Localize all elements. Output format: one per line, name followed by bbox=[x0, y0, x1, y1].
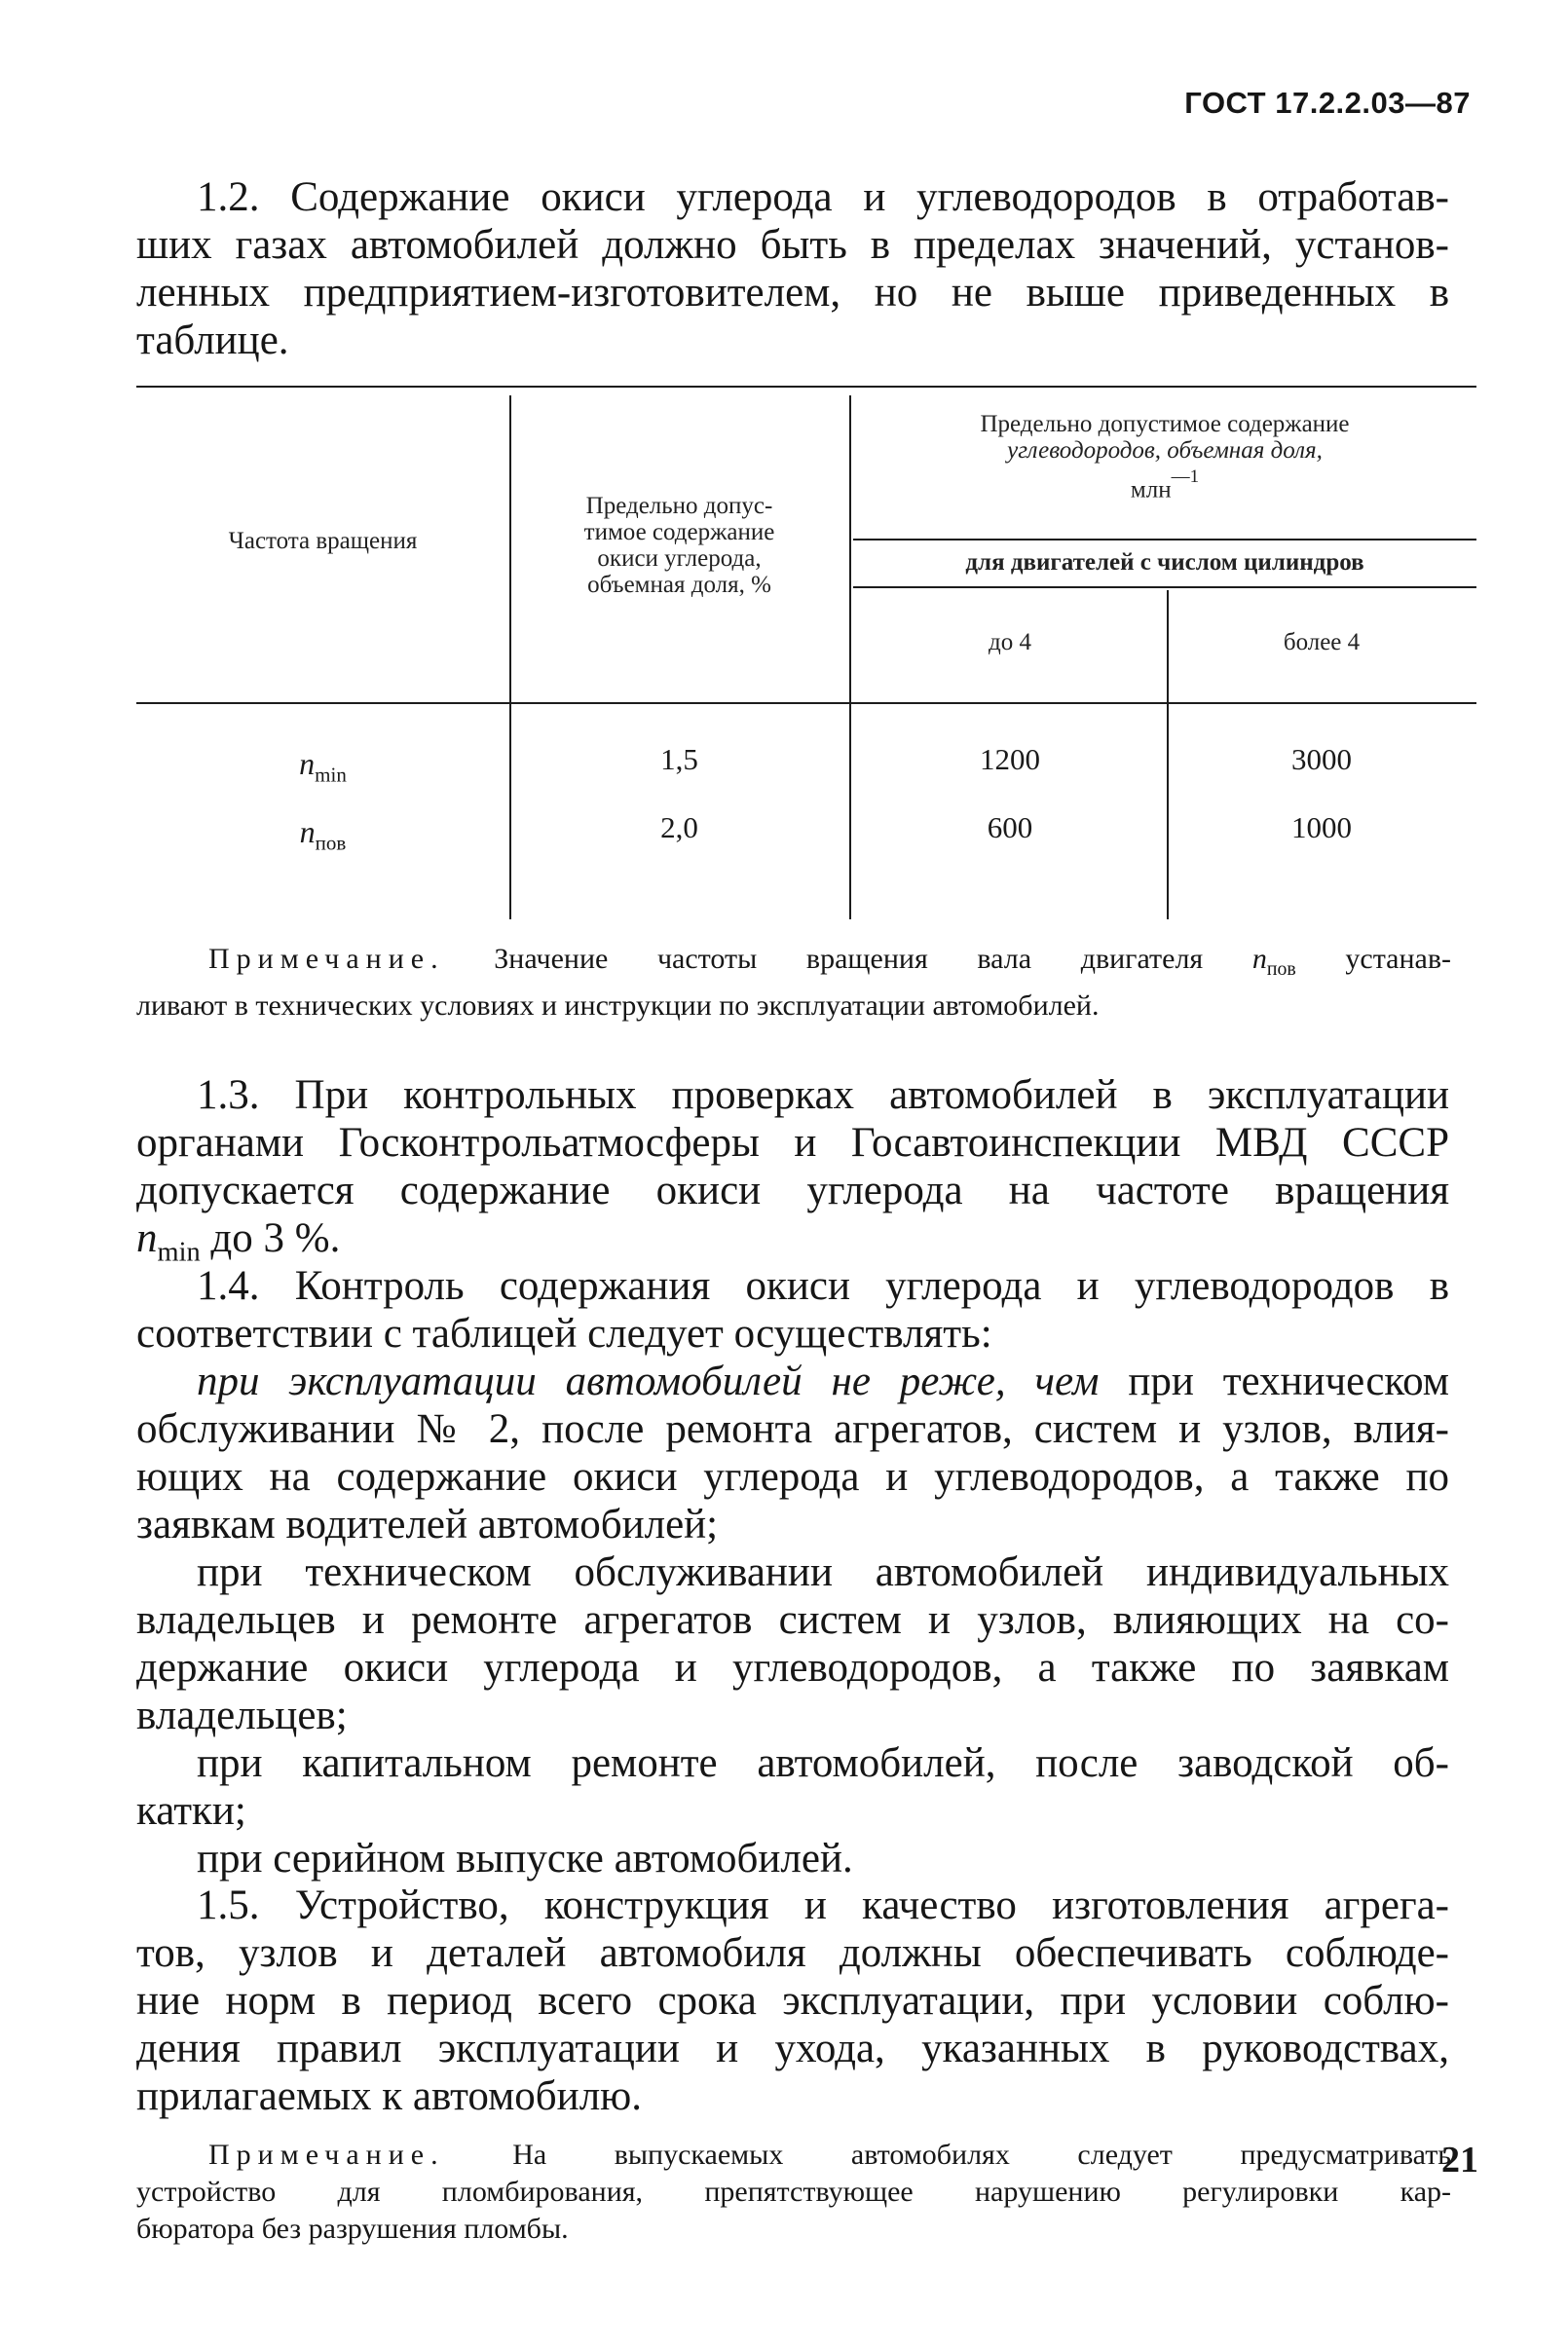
text-line: 1.5. Устройство, конструкция и качество изготовления агрега- bbox=[197, 1882, 1449, 1928]
final-note bbox=[136, 2137, 1451, 2248]
header-line: Предельно допус- bbox=[585, 493, 773, 519]
text: при техническом bbox=[1128, 1359, 1450, 1404]
header-line: окиси углерода, bbox=[597, 545, 762, 572]
column-header-co bbox=[509, 493, 849, 598]
row-npov-speed bbox=[136, 814, 509, 855]
note-text: устанав- bbox=[1345, 943, 1452, 975]
note-label: Примечание. bbox=[208, 943, 445, 975]
note-line: ливают в технических условиях и инструкции по эксплуатации автомобилей. bbox=[136, 989, 1100, 1022]
row-nmin-upto4: 1200 bbox=[980, 742, 1040, 776]
header-unit bbox=[853, 466, 1476, 503]
column-header-ch bbox=[853, 411, 1476, 503]
text-line: владельцев; bbox=[136, 1693, 348, 1738]
row-nmin-co: 1,5 bbox=[660, 742, 698, 776]
row-npov-upto4: 600 bbox=[987, 810, 1033, 844]
text-line: соответствии с таблицей следует осуществлять: bbox=[136, 1311, 992, 1357]
text-line: заявкам водителей автомобилей; bbox=[136, 1502, 719, 1547]
note-label: Примечание. bbox=[208, 2139, 445, 2171]
text-line: обслуживании № 2, после ремонта агрегатов, систем и узлов, влия- bbox=[136, 1406, 1449, 1452]
text-line: 1.2. Содержание окиси углерода и углеводородов в отработав- bbox=[197, 174, 1449, 220]
row-nmin-speed bbox=[136, 746, 509, 787]
text-line: держание окиси углерода и углеводородов, а также по заявкам bbox=[136, 1645, 1449, 1691]
text-line: ние норм в период всего срока эксплуатации, при условии соблю- bbox=[136, 1978, 1449, 2024]
note-line: бюратора без разрушения пломбы. bbox=[136, 2213, 569, 2245]
text-line: ших газах автомобилей должно быть в пределах значений, установ- bbox=[136, 222, 1449, 268]
symbol-subscript: пов bbox=[1266, 958, 1296, 980]
column-header-upto-4: до 4 bbox=[989, 629, 1031, 655]
column-header-speed: Частота вращения bbox=[228, 528, 418, 554]
unit-text: млн bbox=[1130, 476, 1172, 503]
column-header-engines: для двигателей с числом цилиндров bbox=[965, 549, 1364, 576]
row-nmin-over4: 3000 bbox=[1291, 742, 1352, 776]
column-header-over-4: более 4 bbox=[1283, 629, 1361, 655]
note-line bbox=[208, 2137, 1451, 2174]
table-note bbox=[136, 941, 1452, 1025]
symbol-subscript: пов bbox=[315, 831, 347, 855]
paragraph-1-3 bbox=[136, 1071, 1449, 1277]
symbol: n bbox=[299, 814, 316, 849]
paragraph-1-5 bbox=[136, 1882, 1449, 2120]
italic-text: при эксплуатации автомобилей не реже, чем bbox=[197, 1359, 1100, 1404]
note-line bbox=[208, 941, 1451, 988]
text-line: владельцев и ремонте агрегатов систем и узлов, влияющих на со- bbox=[136, 1597, 1449, 1643]
text-line: ющих на содержание окиси углерода и углеводородов, а также по bbox=[136, 1454, 1449, 1500]
text-line: тов, узлов и деталей автомобиля должны обеспечивать соблюде- bbox=[136, 1930, 1449, 1976]
symbol-subscript: min bbox=[157, 1237, 201, 1268]
text: до 3 %. bbox=[210, 1215, 341, 1261]
emission-limits-table bbox=[136, 386, 1476, 919]
text-line: таблице. bbox=[136, 317, 289, 363]
paragraph-1-4 bbox=[136, 1262, 1449, 1882]
text-line: 1.3. При контрольных проверках автомобилей в эксплуатации bbox=[197, 1072, 1449, 1118]
paragraph-1-2 bbox=[136, 173, 1449, 364]
note-text: Значение частоты вращения вала двигателя bbox=[494, 943, 1204, 975]
unit-exponent: —1 bbox=[1171, 466, 1200, 487]
row-npov-over4: 1000 bbox=[1291, 810, 1352, 844]
text-line: катки; bbox=[136, 1788, 246, 1834]
text-line bbox=[136, 1358, 1449, 1405]
standard-code: ГОСТ 17.2.2.03—87 bbox=[1184, 86, 1471, 120]
header-line: углеводородов, объемная доля, bbox=[1007, 437, 1323, 464]
note-line: устройство для пломбирования, препятствующее нарушению регулировки кар- bbox=[136, 2176, 1451, 2208]
text-line: при серийном выпуске автомобилей. bbox=[197, 1836, 853, 1882]
header-line: объемная доля, % bbox=[587, 572, 771, 598]
symbol: n bbox=[1251, 943, 1267, 975]
text-line: допускается содержание окиси углерода на частоте вращения bbox=[136, 1168, 1449, 1213]
note-text: На выпускаемых автомобилях следует предусматривать bbox=[512, 2139, 1451, 2171]
text-line: дения правил эксплуатации и ухода, указанных в руководствах, bbox=[136, 2026, 1449, 2071]
text-line: при капитальном ремонте автомобилей, после заводской об- bbox=[197, 1740, 1449, 1786]
text-line: прилагаемых к автомобилю. bbox=[136, 2073, 643, 2119]
row-npov-co: 2,0 bbox=[660, 810, 698, 844]
text-line: 1.4. Контроль содержания окиси углерода и углеводородов в bbox=[197, 1263, 1449, 1309]
page-number: 21 bbox=[1441, 2140, 1478, 2180]
symbol-subscript: min bbox=[315, 763, 347, 787]
symbol: n bbox=[299, 746, 316, 781]
text-line: ленных предприятием-изготовителем, но не выше приведенных в bbox=[136, 270, 1449, 316]
text-line: при техническом обслуживании автомобилей индивидуальных bbox=[197, 1549, 1449, 1595]
header-line: Предельно допустимое содержание bbox=[980, 411, 1350, 437]
symbol: n bbox=[136, 1215, 158, 1261]
text-line: органами Госконтрольатмосферы и Госавтоинспекции МВД СССР bbox=[136, 1120, 1449, 1166]
header-line: тимое содержание bbox=[583, 519, 775, 545]
